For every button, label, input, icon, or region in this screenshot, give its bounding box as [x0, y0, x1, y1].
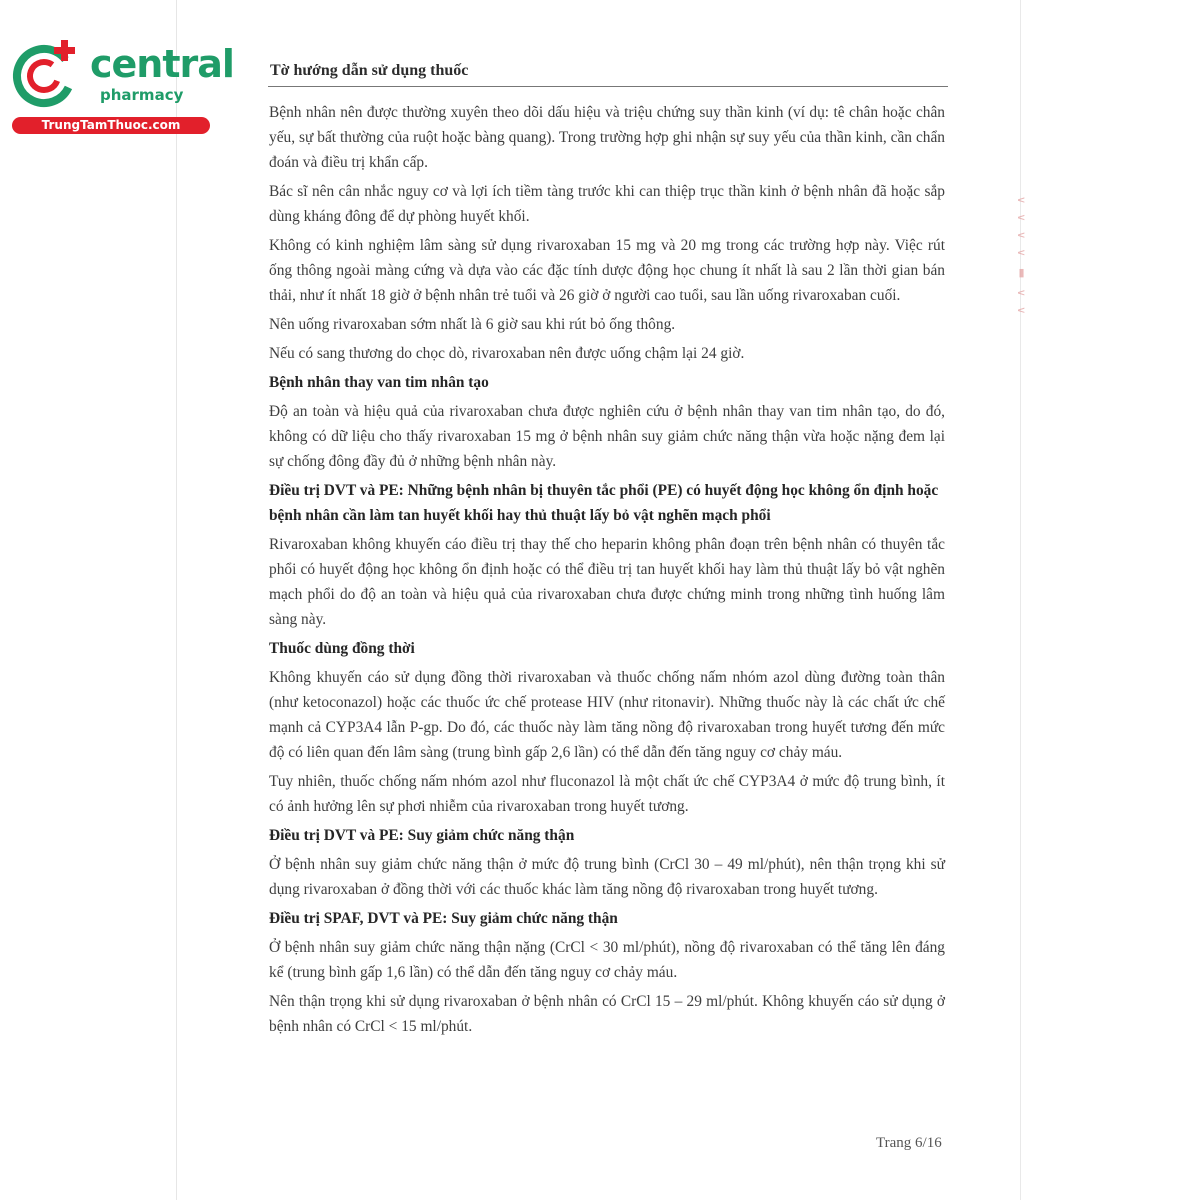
- body-paragraph: Không khuyến cáo sử dụng đồng thời rivaroxaban và thuốc chống nấm nhóm azol dùng đường toàn thân (như ketoconazol) hoặc các thuốc ức chế protease HIV (như ritonavir). Những thuốc này là các chất ức chế mạnh cả CYP3A4 lẫn P-gp. Do đó, các thuốc này làm tăng nồng độ rivaroxaban trong huyết tương đến mức độ có liên quan đến lâm sàng (trung bình gấp 2,6 lần) có thể dẫn đến tăng nguy cơ chảy máu.: [269, 669, 945, 761]
- section-heading: Thuốc dùng đồng thời: [269, 640, 415, 657]
- body-paragraph: Bác sĩ nên cân nhắc nguy cơ và lợi ích tiềm tàng trước khi can thiệp trục thần kinh ở bệnh nhân đã hoặc sắp dùng kháng đông để dự phòng huyết khối.: [269, 183, 945, 225]
- stamp-marks: ∨ ∨ ∨ ∨ ▮ ∨ ∨: [1015, 196, 1028, 318]
- section-heading: Điều trị DVT và PE: Suy giảm chức năng thận: [269, 827, 575, 844]
- body-paragraph: Nếu có sang thương do chọc dò, rivaroxaban nên được uống chậm lại 24 giờ.: [269, 345, 745, 362]
- section-heading: Điều trị DVT và PE: Những bệnh nhân bị thuyên tắc phổi (PE) có huyết động học không ổn định hoặc bệnh nhân cần làm tan huyết khối hay thủ thuật lấy bỏ vật nghẽn mạch phổi: [269, 482, 939, 524]
- body-paragraph: Ở bệnh nhân suy giảm chức năng thận nặng (CrCl < 30 ml/phút), nồng độ rivaroxaban có thể tăng lên đáng kể (trung bình gấp 1,6 lần) có thể dẫn đến tăng nguy cơ chảy máu.: [269, 939, 945, 981]
- brand-website: TrungTamThuoc.com: [12, 117, 210, 134]
- brand-logo[interactable]: [10, 38, 234, 138]
- section-heading: Điều trị SPAF, DVT và PE: Suy giảm chức năng thận: [269, 910, 618, 927]
- pharmacy-cross-logo-icon: [10, 38, 82, 110]
- header-divider: [268, 86, 948, 87]
- page-number: Trang 6/16: [876, 1135, 942, 1151]
- brand-subtitle: pharmacy: [100, 86, 184, 104]
- body-paragraph: Độ an toàn và hiệu quả của rivaroxaban chưa được nghiên cứu ở bệnh nhân thay van tim nhân tạo, do đó, không có dữ liệu cho thấy rivaroxaban 15 mg ở bệnh nhân suy giảm chức năng thận vừa hoặc nặng đem lại sự chống đông đầy đủ ở những bệnh nhân này.: [269, 403, 945, 470]
- body-paragraph: Bệnh nhân nên được thường xuyên theo dõi dấu hiệu và triệu chứng suy thần kinh (ví dụ: tê chân hoặc chân yếu, sự bất thường của ruột hoặc bàng quang). Trong trường hợp ghi nhận sự suy yếu của thần kinh, cần chẩn đoán và điều trị khẩn cấp.: [269, 104, 945, 171]
- page-edge-right: [1020, 0, 1021, 1200]
- body-paragraph: Nên uống rivaroxaban sớm nhất là 6 giờ sau khi rút bỏ ống thông.: [269, 316, 676, 333]
- brand-name: central: [90, 42, 234, 86]
- body-paragraph: Tuy nhiên, thuốc chống nấm nhóm azol như fluconazol là một chất ức chế CYP3A4 ở mức độ trung bình, ít có ảnh hưởng lên sự phơi nhiễm của rivaroxaban trong huyết tương.: [269, 773, 945, 815]
- body-paragraph: Không có kinh nghiệm lâm sàng sử dụng rivaroxaban 15 mg và 20 mg trong các trường hợp này. Việc rút ống thông ngoài màng cứng và dựa vào các đặc tính dược động học chung ít nhất là sau 2 lần thời gian bán thải, như ít nhất 18 giờ ở bệnh nhân trẻ tuổi và 26 giờ ở người cao tuổi, sau lần uống rivaroxaban cuối.: [269, 237, 945, 304]
- section-heading: Bệnh nhân thay van tim nhân tạo: [269, 374, 489, 391]
- body-paragraph: Rivaroxaban không khuyến cáo điều trị thay thế cho heparin không phân đoạn trên bệnh nhân có thuyên tắc phổi có huyết động học không ổn định hoặc có thể điều trị tan huyết khối hay làm thủ thuật lấy bỏ vật nghẽn mạch phổi do độ an toàn và hiệu quả của rivaroxaban chưa được chứng minh trong những tình huống lâm sàng này.: [269, 536, 945, 628]
- body-paragraph: Nên thận trọng khi sử dụng rivaroxaban ở bệnh nhân có CrCl 15 – 29 ml/phút. Không khuyến cáo sử dụng ở bệnh nhân có CrCl < 15 ml/phút.: [269, 993, 945, 1035]
- document-body: [269, 100, 945, 1043]
- document-header: Tờ hướng dẫn sử dụng thuốc: [270, 62, 469, 79]
- body-paragraph: Ở bệnh nhân suy giảm chức năng thận ở mức độ trung bình (CrCl 30 – 49 ml/phút), nên thận trọng khi sử dụng rivaroxaban ở đồng thời với các thuốc khác làm tăng nồng độ rivaroxaban trong huyết tương.: [269, 856, 945, 898]
- page-edge-left: [176, 0, 177, 1200]
